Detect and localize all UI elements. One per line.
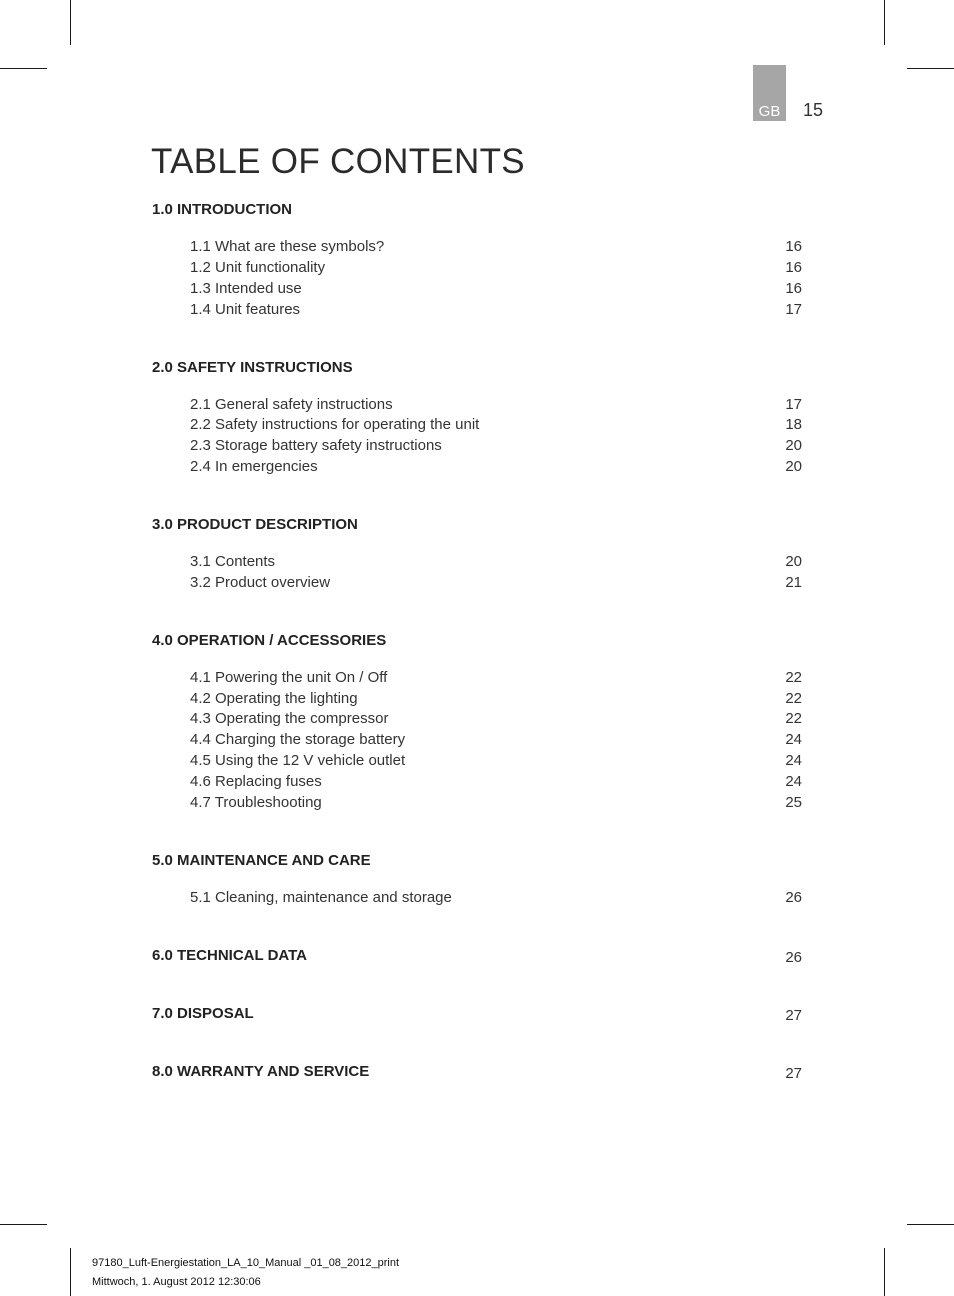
toc-entry-label: 2.2 Safety instructions for operating the unit [190, 416, 480, 433]
crop-mark [884, 1248, 885, 1296]
section-title: 1.0 INTRODUCTION [152, 201, 293, 218]
toc-entry[interactable] [190, 458, 802, 479]
toc-entry[interactable] [190, 437, 802, 458]
section-title: 6.0 TECHNICAL DATA [152, 947, 308, 964]
footer-filename: 97180_Luft-Energiestation_LA_10_Manual _01_08_2012_print [92, 1257, 400, 1269]
crop-mark [70, 1248, 71, 1296]
section-title: 7.0 DISPOSAL [152, 1005, 254, 1022]
toc-entry-label: 4.1 Powering the unit On / Off [190, 669, 388, 686]
toc-entry-label: 4.4 Charging the storage battery [190, 731, 406, 748]
toc-entry-page: 22 [785, 710, 802, 727]
toc-entry-label: 4.2 Operating the lighting [190, 690, 358, 707]
toc-entry-label: 1.4 Unit features [190, 301, 301, 318]
page-number: 15 [803, 100, 824, 120]
toc-entry-page: 21 [785, 574, 802, 591]
crop-mark [907, 68, 954, 69]
toc-entry-label: 1.2 Unit functionality [190, 259, 326, 276]
crop-mark [907, 1224, 954, 1225]
toc-entry-label: 4.3 Operating the compressor [190, 710, 389, 727]
toc-entry-page: 20 [785, 458, 802, 475]
toc-entry[interactable] [190, 553, 802, 574]
toc-entry-label: 2.4 In emergencies [190, 458, 318, 475]
toc-entry-label: 3.2 Product overview [190, 574, 331, 591]
crop-mark [70, 0, 71, 45]
toc-entry-page: 18 [785, 416, 802, 433]
toc-entry[interactable] [190, 669, 802, 690]
language-label: GB [758, 103, 781, 120]
section-title: 8.0 WARRANTY AND SERVICE [152, 1063, 370, 1080]
toc-entry-label: 4.5 Using the 12 V vehicle outlet [190, 752, 406, 769]
toc-entry[interactable] [190, 301, 802, 322]
toc-entry-page: 16 [785, 280, 802, 297]
toc-entry[interactable] [190, 752, 802, 773]
toc-entry-label: 2.1 General safety instructions [190, 396, 393, 413]
toc-entry-page: 24 [785, 731, 802, 748]
toc-entry-page: 17 [785, 396, 802, 413]
toc-entry[interactable] [190, 238, 802, 259]
section-title: 3.0 PRODUCT DESCRIPTION [152, 516, 358, 533]
toc-entry-page: 16 [785, 259, 802, 276]
toc-entry-page: 26 [785, 889, 802, 906]
toc-entry[interactable] [190, 574, 802, 595]
toc-entry-label: 5.1 Cleaning, maintenance and storage [190, 889, 452, 906]
section-title: 2.0 SAFETY INSTRUCTIONS [152, 359, 353, 376]
toc-entry-page: 24 [785, 773, 802, 790]
toc-entry-page: 16 [785, 238, 802, 255]
section-title: 5.0 MAINTENANCE AND CARE [152, 852, 371, 869]
section-page: 27 [785, 1007, 802, 1024]
toc-entry-page: 22 [785, 669, 802, 686]
toc-entry-page: 22 [785, 690, 802, 707]
toc-entry[interactable] [190, 773, 802, 794]
toc-entry[interactable] [190, 889, 802, 910]
footer-timestamp: Mittwoch, 1. August 2012 12:30:06 [92, 1276, 261, 1288]
toc-entry-label: 2.3 Storage battery safety instructions [190, 437, 442, 454]
crop-mark [884, 0, 885, 45]
section-page: 26 [785, 949, 802, 966]
toc-entry-label: 1.3 Intended use [190, 280, 302, 297]
toc-entry-page: 24 [785, 752, 802, 769]
toc-entry[interactable] [190, 416, 802, 437]
toc-entry-label: 4.7 Troubleshooting [190, 794, 322, 811]
toc-entry[interactable] [190, 396, 802, 417]
toc-entry-label: 3.1 Contents [190, 553, 276, 570]
language-tab [753, 65, 786, 121]
crop-mark [0, 68, 47, 69]
toc-entry-page: 20 [785, 437, 802, 454]
toc-entry[interactable] [190, 710, 802, 731]
toc-entry-page: 20 [785, 553, 802, 570]
toc-entry[interactable] [190, 259, 802, 280]
toc-entry-page: 17 [785, 301, 802, 318]
section-page: 27 [785, 1065, 802, 1082]
toc-entry[interactable] [190, 794, 802, 815]
toc-entry[interactable] [190, 690, 802, 711]
toc-entry-label: 4.6 Replacing fuses [190, 773, 322, 790]
toc-entry[interactable] [190, 280, 802, 301]
toc-entry-label: 1.1 What are these symbols? [190, 238, 385, 255]
section-title: 4.0 OPERATION / ACCESSORIES [152, 632, 387, 649]
toc-entry-page: 25 [785, 794, 802, 811]
toc-entry[interactable] [190, 731, 802, 752]
crop-mark [0, 1224, 47, 1225]
page-title: TABLE OF CONTENTS [151, 142, 525, 181]
